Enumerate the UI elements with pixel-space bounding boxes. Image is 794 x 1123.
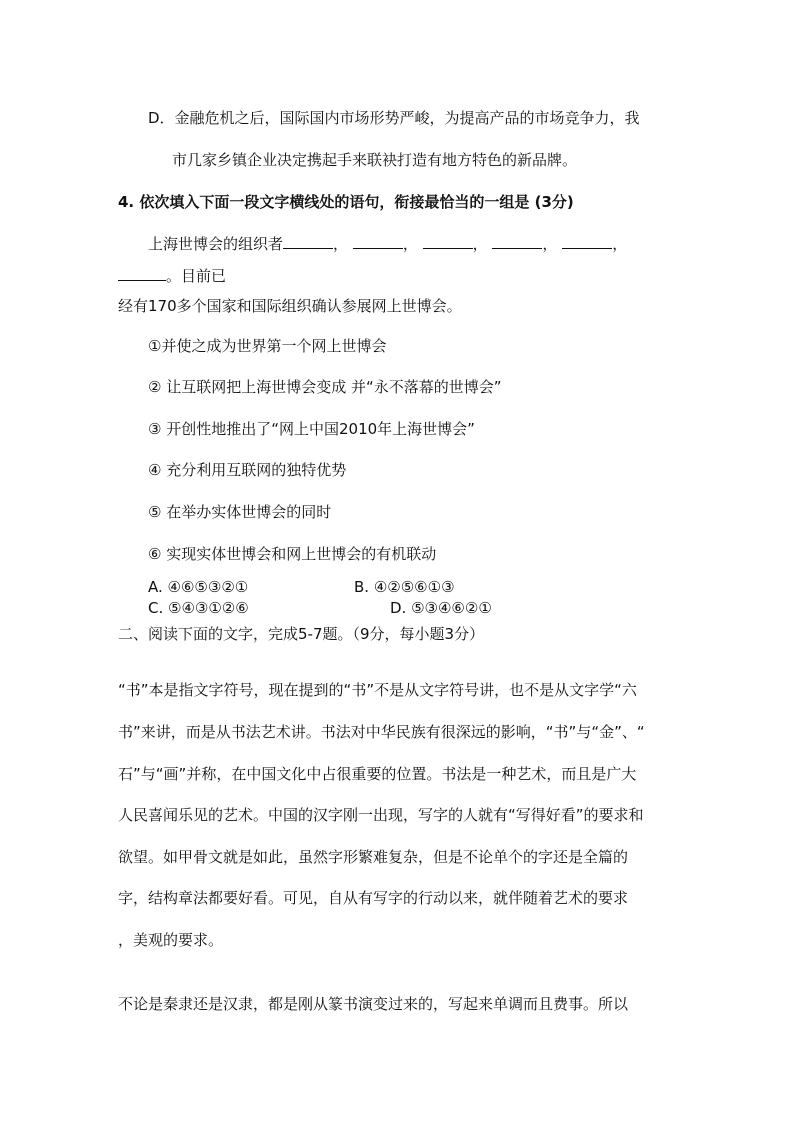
blank (353, 234, 403, 249)
sentence-item-1: ①并使之成为世界第一个网上世博会 (148, 337, 387, 355)
blank (562, 234, 612, 249)
passage-line: 欲望。如甲骨文就是如此，虽然字形繁难复杂，但是不论单个的字还是全篇的 (118, 848, 629, 866)
passage-line: 不论是秦隶还是汉隶，都是刚从篆书演变过来的，写起来单调而且费事。所以 (118, 995, 629, 1013)
sentence-item-6: ⑥ 实现实体世博会和网上世博会的有机联动 (148, 545, 437, 563)
separator: ， (402, 235, 418, 253)
option-d-line2: 市几家乡镇企业决定携起手来联袂打造有地方特色的新品牌。 (172, 151, 578, 169)
question-4-title: 4. 依次填入下面一段文字横线处的语句，衔接最恰当的一组是 (3分) (118, 193, 574, 211)
question-4-stem-line2 (118, 266, 226, 286)
passage-line: 书”来讲，而是从书法艺术讲。书法对中华民族有很深远的影响，“书”与“金”、“ (118, 723, 645, 741)
section-2-title: 二、阅读下面的文字，完成5-7题。（9分，每小题3分） (118, 625, 485, 643)
choice-c: C. ⑤④③①②⑥ (148, 599, 249, 617)
blank (492, 234, 542, 249)
separator: ， (542, 235, 558, 253)
option-d-line1: D．金融危机之后，国际国内市场形势严峻，为提高产品的市场竞争力，我 (148, 109, 640, 127)
separator: ， (472, 235, 488, 253)
sentence-item-4: ④ 充分利用互联网的独特优势 (148, 461, 347, 479)
separator: ， (333, 235, 349, 253)
choice-a: A. ④⑥⑤③②① (148, 578, 249, 596)
passage-line: 人民喜闻乐见的艺术。中国的汉字刚一出现，写字的人就有“写得好看”的要求和 (118, 806, 644, 824)
sentence-item-2: ② 让互联网把上海世博会变成 并“永不落幕的世博会” (148, 378, 502, 396)
sentence-item-5: ⑤ 在举办实体世博会的同时 (148, 503, 332, 521)
question-4-stem (148, 234, 627, 254)
passage-line: ，美观的要求。 (118, 931, 224, 949)
sentence-item-3: ③ 开创性地推出了“网上中国2010年上海世博会” (148, 420, 475, 438)
choice-d: D. ⑤③④⑥②① (390, 599, 492, 617)
blank (423, 234, 473, 249)
passage-line: “书”本是指文字符号，现在提到的“书”不是从文字符号讲，也不是从文字学“六 (118, 681, 637, 699)
passage-line: 石”与“画”并称，在中国文化中占很重要的位置。书法是一种艺术，而且是广大 (118, 765, 637, 783)
stem-start: 上海世博会的组织者 (148, 235, 284, 253)
blank (118, 266, 166, 281)
blank (283, 234, 333, 249)
choice-b: B. ④②⑤⑥①③ (354, 578, 455, 596)
separator: ， (612, 235, 628, 253)
passage-line: 字，结构章法都要好看。可见，自从有写字的行动以来，就伴随着艺术的要求 (118, 889, 629, 907)
question-4-stem-line3: 经有170多个国家和国际组织确认参展网上世博会。 (118, 297, 462, 315)
stem-end: 。目前已 (166, 267, 227, 285)
